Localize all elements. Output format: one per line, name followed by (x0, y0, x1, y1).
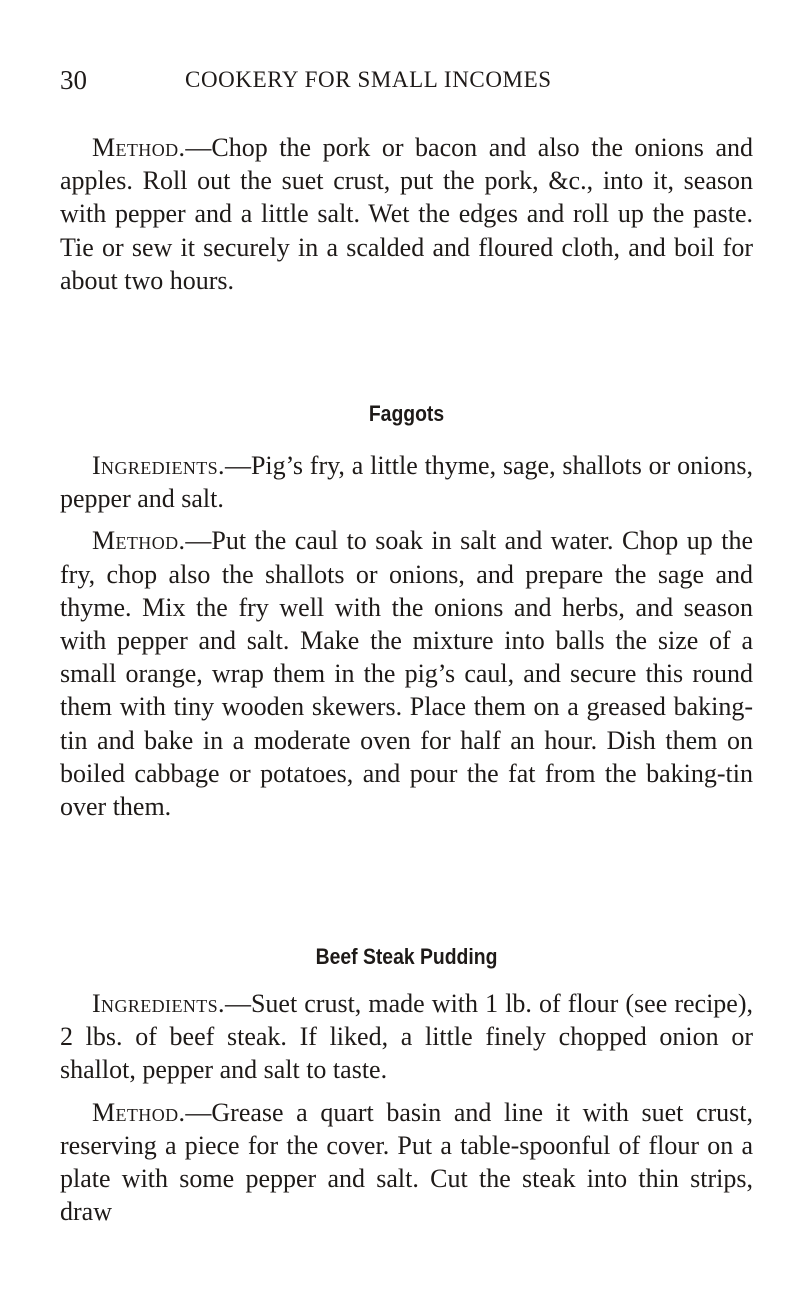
paragraph-text: —Grease a quart basin and line it with suet crust, reserving a piece for the cover. Put a table-spoonful of flour on a plate with some pepper and salt. Cut the steak into thin strips, draw (60, 1097, 753, 1227)
paragraph-text: —Put the caul to soak in salt and water. Chop up the fry, chop also the shallots or onions, and prepare the sage and thyme. Mix the fry well with the onions and herbs, and season with pepper and salt. Make the mixture into balls the size of a small orange, wrap them in the pig’s caul, and secure this round them with tiny wooden skewers. Place them on a greased baking-tin and bake in a moderate oven for half an hour. Dish them on boiled cabbage or potatoes, and pour the fat from the baking-tin over them. (60, 526, 753, 822)
paragraph-lead: Ingredients. (92, 451, 225, 480)
recipe-body-faggots (60, 449, 753, 823)
page-number: 30 (60, 65, 87, 95)
ingredients-paragraph (60, 987, 753, 1087)
continuation-text (60, 131, 753, 297)
paragraph-text: —Pig’s fry, a little thyme, sage, shallots or onions, pepper and salt. (60, 451, 753, 514)
recipe-body-beef-steak-pudding (60, 987, 753, 1228)
method-paragraph (60, 1096, 753, 1229)
paragraph-lead: Ingredients. (92, 989, 225, 1018)
ingredients-paragraph (60, 449, 753, 515)
running-head-title: COOKERY FOR SMALL INCOMES (185, 67, 552, 92)
method-paragraph (60, 131, 753, 297)
recipe-heading-faggots: Faggots (368, 401, 445, 426)
method-paragraph (60, 524, 753, 823)
paragraph-text: —Chop the pork or bacon and also the onions and apples. Roll out the suet crust, put the pork, &c., into it, season with pepper and a little salt. Wet the edges and roll up the paste. Tie or sew it securely in a scalded and floured cloth, and boil for about two hours. (60, 133, 753, 295)
paragraph-lead: Method. (92, 526, 186, 556)
paragraph-lead: Method. (92, 133, 186, 162)
paragraph-text: —Suet crust, made with 1 lb. of flour (see recipe), 2 lbs. of beef steak. If liked, a little finely chopped onion or shallot, pepper and salt to taste. (60, 989, 753, 1085)
recipe-heading-beef-steak-pudding: Beef Steak Pudding (315, 944, 498, 969)
paragraph-lead: Method. (92, 1097, 186, 1127)
running-head (60, 62, 750, 102)
